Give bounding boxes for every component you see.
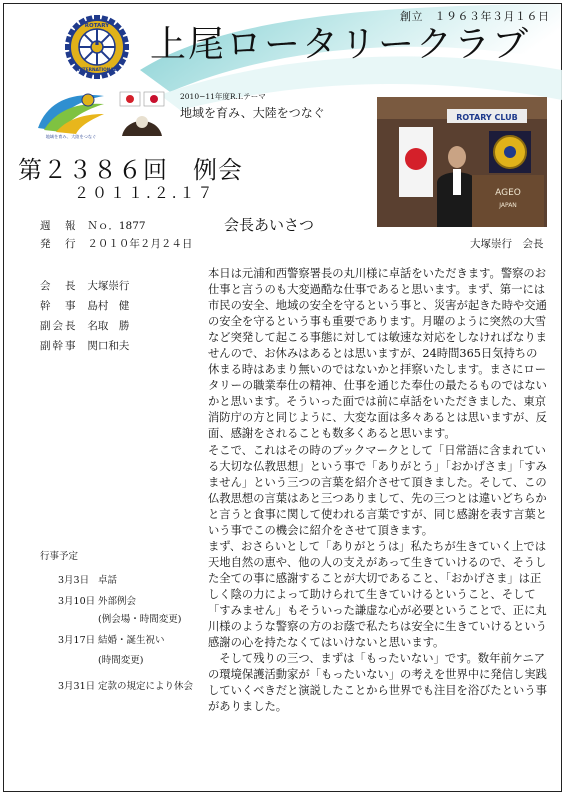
schedule-item <box>58 632 165 646</box>
bulletin-published <box>40 236 192 251</box>
founded-date: 創立 １９６３年３月１６日 <box>400 10 550 23</box>
officer-role: 副幹事 <box>40 340 78 352</box>
ri-theme-logo-icon <box>34 90 108 140</box>
article-speaker: 大塚崇行 会長 <box>470 238 544 250</box>
president-photo-image <box>377 97 547 227</box>
schedule-text: 卓話 <box>98 575 118 586</box>
officer-name: 島村 健 <box>87 300 130 312</box>
schedule-date: 3月31日 <box>58 681 96 692</box>
officer-row <box>40 278 129 293</box>
emblem-top-text: ROTARY <box>84 23 110 29</box>
rotary-emblem-icon <box>64 14 130 80</box>
schedule-text: 結婚・誕生祝い <box>98 635 165 646</box>
schedule-item <box>58 678 193 692</box>
officer-role: 幹 事 <box>40 300 78 312</box>
emblem-bottom-text: INTERNATIONAL <box>77 68 117 73</box>
meeting-number: 第２３８６回 例会 <box>18 156 243 184</box>
article-body <box>208 266 548 715</box>
schedule-text: 定款の規定により休会 <box>98 681 194 692</box>
theme-logo-caption: 地域を育み、大陸をつなぐ <box>45 134 97 139</box>
article-paragraph: まず、おさらいとして「ありがとうは」私たちが生きていく上では天地自然の恵や、他の人の支えがあって生きていけるので、そうした全ての事に感謝することが大切であること、「おかげさま」は正しく陰の力によって助けられて生きていけるということ、そして「すみません」もそういった謙虚な心が必要ということで、正に丸川様のような警察の方のお蔭で私たちは安全に生きていけるという感謝の心を持たなくてはいけないと思います。 <box>208 539 547 650</box>
friendship-flags-logo-icon <box>114 88 170 140</box>
club-name-title: 上尾ロータリークラブ <box>150 24 531 65</box>
officer-role: 会 長 <box>40 280 78 292</box>
officer-row <box>40 318 129 333</box>
bulletin-issue-value: Ｎｏ．1877 <box>87 220 146 232</box>
officer-role: 副会長 <box>40 320 78 332</box>
schedule-item <box>58 611 181 625</box>
article-paragraph: そこで、これはその時のブックマークとして「日常語に含まれている大切な仏教思想」という事で「ありがとう」「おかげさま」「すみません」という三つの言葉を紹介させて頂きました。そして、この仏教思想の言葉はあと三つありまして、先の三つとは違いどちらかと言うと食事に関して使われる言葉ですが、同じ感謝を表す言葉という事でこの機会に紹介をさせて頂きます。 <box>208 443 547 537</box>
bulletin-published-label: 発 行 <box>40 238 78 250</box>
bulletin-issue <box>40 218 146 233</box>
officer-name: 関口和夫 <box>87 340 130 352</box>
meeting-date: ２０１１.２.１７ <box>74 184 216 202</box>
schedule-title: 行事予定 <box>40 551 79 562</box>
schedule-text: (時間変更) <box>98 655 144 666</box>
photo-lectern-subtext: JAPAN <box>499 202 517 209</box>
schedule-date: 3月17日 <box>58 635 96 646</box>
schedule-item <box>58 652 143 666</box>
officer-row <box>40 338 129 353</box>
schedule-item <box>58 572 117 586</box>
schedule-date: 3月10日 <box>58 596 96 607</box>
president-photo <box>377 97 547 227</box>
photo-lectern-text: AGEO <box>495 188 521 198</box>
officer-row <box>40 298 129 313</box>
article-paragraph: 本日は元浦和西警察署長の丸川様に卓話をいただきます。警察のお仕事と言うのも大変過酷な仕事であると思います。まず、第一には市民の安全、地域の安全を守るという事と、災害が起きた時や交通の安全を守るという事も重要であります。月曜のように突然の大雪など突発して起こる事態に対しては敏速な対応をしなければなりませんので、お休みはあるとは思いますが、24時間365日気持ちの休まる時はあまり無いのではないかと拝察いたします。まさにロータリーの職業奉仕の精神、仕事を通じた奉仕の最たるものではないかと思います。そういった面では前に卓話をいただきました、東京消防庁の方と同じように、大変な面は多々あるとは思いますが、反面、感謝をされることも数多くあると思います。 <box>208 267 547 441</box>
schedule-date: 3月3日 <box>58 575 90 586</box>
theme-year: 2010−11年度R.I.テーマ <box>180 92 266 101</box>
bulletin-issue-label: 週 報 <box>40 220 78 232</box>
officer-name: 名取 勝 <box>87 320 130 332</box>
officer-name: 大塚崇行 <box>87 280 130 292</box>
bulletin-published-value: ２０１０年２月２４日 <box>87 238 193 250</box>
theme-main: 地域を育み、大陸をつなぐ <box>180 106 325 120</box>
schedule-item <box>58 593 136 607</box>
article-title: 会長あいさつ <box>224 216 315 234</box>
article-paragraph: そして残りの三つ、まずは「もったいない」です。数年前ケニアの環境保護活動家が「もったいない」の考えを世界中に発信し実践していくべきだと演説したことから世界でも注目を浴びたという事がありました。 <box>208 652 547 714</box>
photo-banner-text: ROTARY CLUB <box>456 113 518 122</box>
schedule-text: 外部例会 <box>98 596 137 607</box>
schedule-text: (例会場・時間変更) <box>98 614 182 625</box>
